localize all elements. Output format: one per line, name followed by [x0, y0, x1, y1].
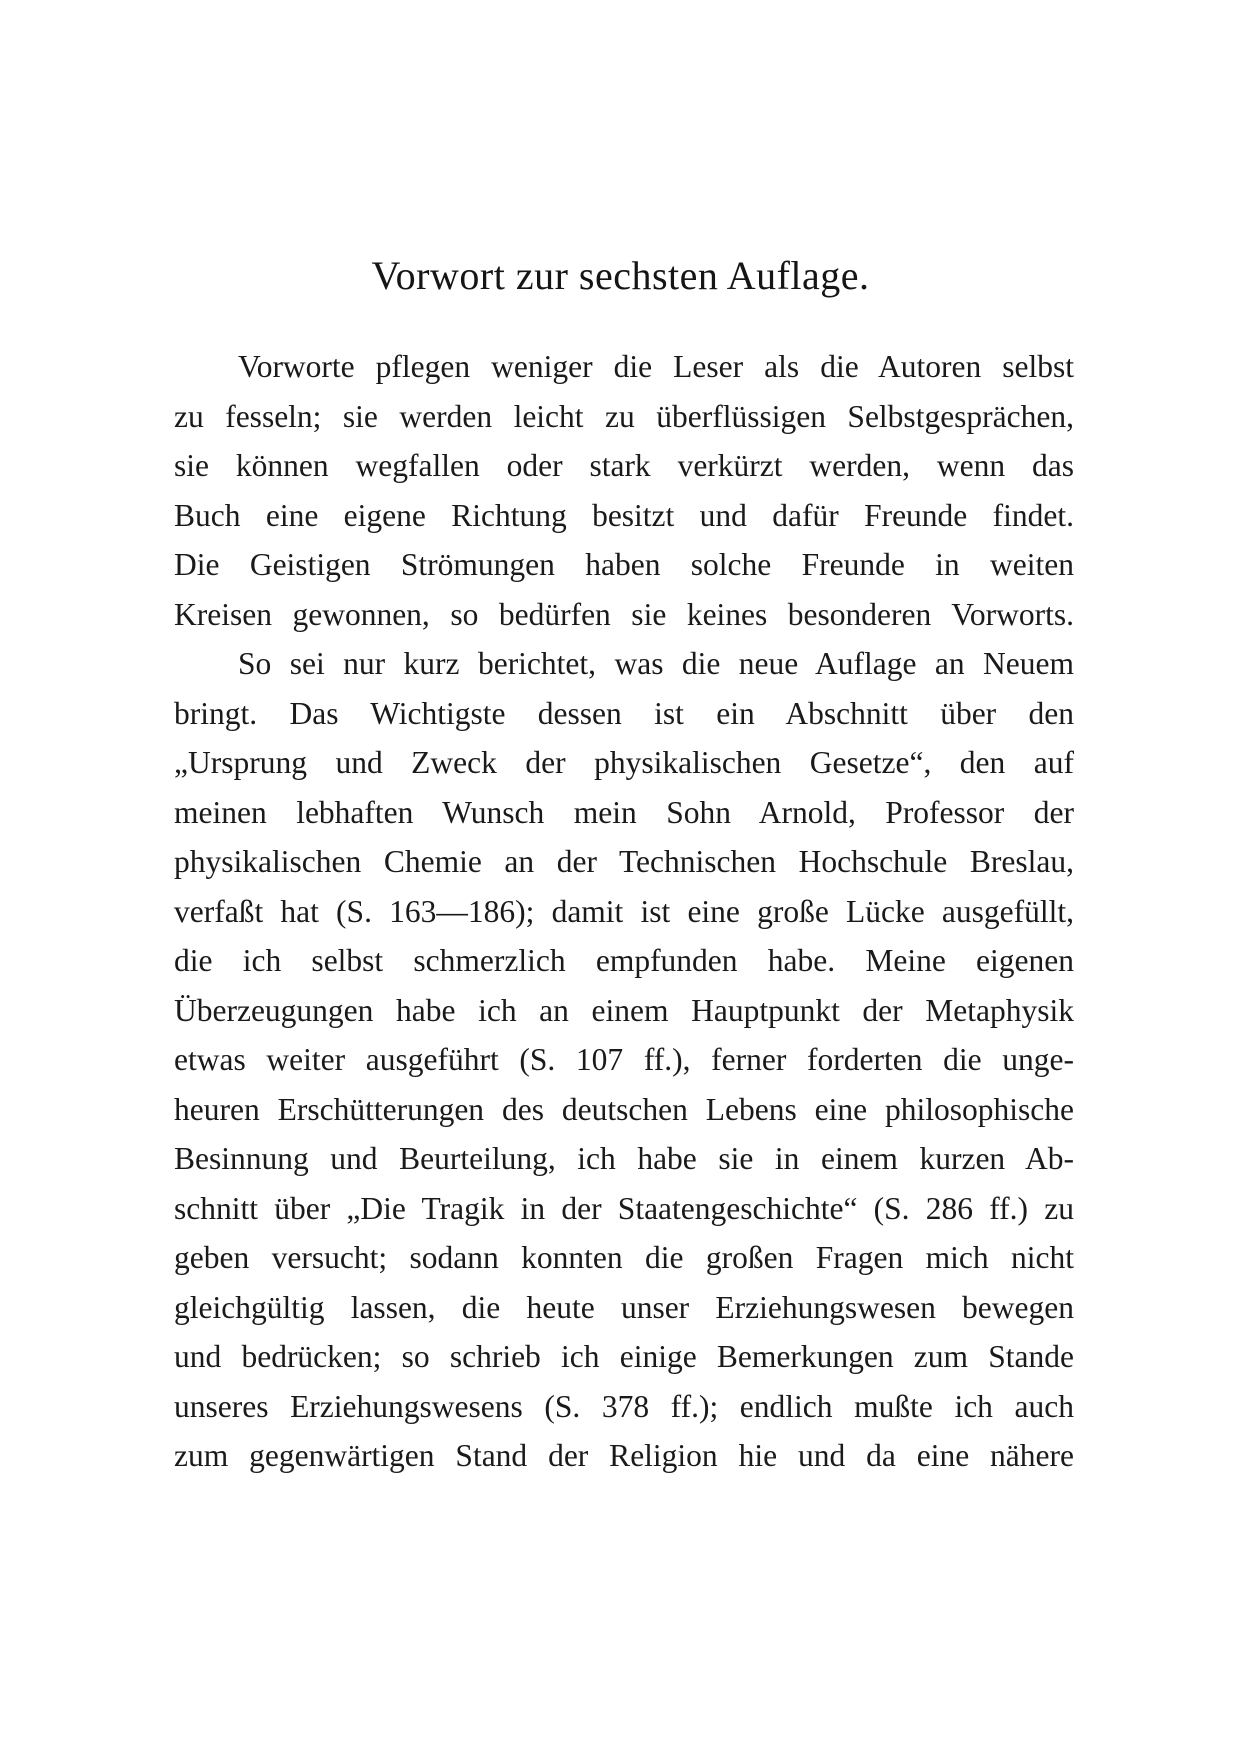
text-line: schnitt über „Die Tragik in der Staatengeschichte“ (S. 286 ff.) zu — [174, 1190, 1074, 1226]
body-text — [174, 342, 1074, 1481]
text-line: heuren Erschütterungen des deutschen Lebens eine philosophische — [174, 1091, 1074, 1127]
text-line: Überzeugungen habe ich an einem Hauptpunkt der Metaphysik — [174, 992, 1074, 1028]
text-line: zum gegenwärtigen Stand der Religion hie und da eine nähere — [174, 1438, 1074, 1473]
text-line: verfaßt hat (S. 163—186); damit ist eine große Lücke ausgefüllt, — [174, 893, 1074, 929]
text-line: Besinnung und Beurteilung, ich habe sie in einem kurzen Ab- — [174, 1141, 1074, 1176]
text-line: die ich selbst schmerzlich empfunden habe. Meine eigenen — [174, 943, 1074, 978]
text-line: meinen lebhaften Wunsch mein Sohn Arnold, Professor der — [174, 794, 1074, 830]
text-line: „Ursprung und Zweck der physikalischen Gesetze“, den auf — [174, 745, 1074, 780]
text-line: sie können wegfallen oder stark verkürzt werden, wenn das — [174, 448, 1074, 483]
text-line: gleichgültig lassen, die heute unser Erziehungswesen bewegen — [174, 1289, 1074, 1325]
text-line: Vorworte pflegen weniger die Leser als die Autoren selbst — [238, 349, 1074, 384]
text-line: Die Geistigen Strömungen haben solche Freunde in weiten — [174, 547, 1074, 582]
text-line: zu fesseln; sie werden leicht zu überflüssigen Selbstgesprächen, — [174, 398, 1074, 434]
text-line: und bedrücken; so schrieb ich einige Bemerkungen zum Stande — [174, 1339, 1074, 1374]
text-line: unseres Erziehungswesens (S. 378 ff.); endlich mußte ich auch — [174, 1388, 1074, 1424]
page-title: Vorwort zur sechsten Auflage. — [371, 253, 870, 298]
text-line: physikalischen Chemie an der Technischen Hochschule Breslau, — [174, 844, 1074, 879]
text-line: etwas weiter ausgeführt (S. 107 ff.), ferner forderten die unge- — [174, 1042, 1074, 1077]
text-line: Kreisen gewonnen, so bedürfen sie keines besonderen Vorworts. — [174, 596, 1074, 632]
text-line: bringt. Das Wichtigste dessen ist ein Abschnitt über den — [174, 695, 1074, 731]
text-line: geben versucht; sodann konnten die großen Fragen mich nicht — [174, 1240, 1074, 1275]
text-line: So sei nur kurz berichtet, was die neue Auflage an Neuem — [238, 646, 1074, 681]
text-line: Buch eine eigene Richtung besitzt und dafür Freunde findet. — [174, 497, 1074, 533]
